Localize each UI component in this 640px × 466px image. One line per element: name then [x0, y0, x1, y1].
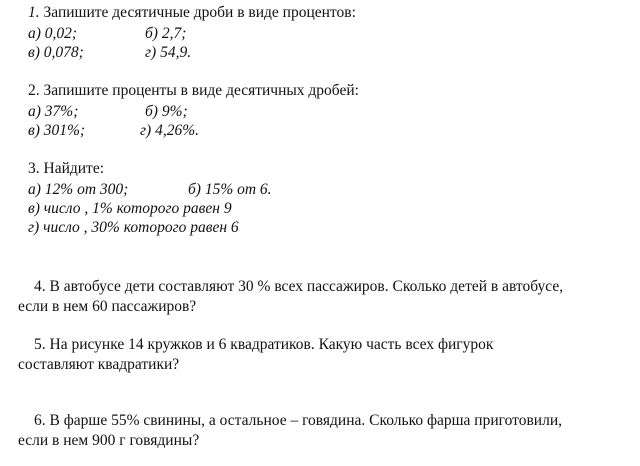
task2-title: Запишите проценты в виде десятичных дробей: [43, 82, 359, 99]
task2-item-b: б) 9%; [145, 103, 188, 120]
task1-item-v: в) 0,078; [28, 44, 84, 61]
task3-heading [28, 160, 104, 178]
task1-title: Запишите десятичные дроби в виде процентов: [43, 4, 356, 21]
task3-item-v: в) число , 1% которого равен 9 [28, 200, 232, 217]
task6-line2: если в нем 900 г говядины? [18, 432, 200, 449]
task4-line1: 4. В автобусе дети составляют 30 % всех пассажиров. Сколько детей в автобусе, [34, 278, 564, 295]
task3-item-a: а) 12% от 300; [28, 181, 129, 198]
task3-item-g: г) число , 30% которого равен 6 [28, 219, 239, 236]
task1-item-b: б) 2,7; [145, 25, 187, 42]
task2-number: 2. [28, 82, 40, 99]
task5-line1: 5. На рисунке 14 кружков и 6 квадратиков. Какую часть всех фигурок [34, 336, 494, 353]
task2-item-g: г) 4,26%. [140, 122, 199, 139]
task3-number: 3. [28, 160, 40, 177]
task1-item-g: г) 54,9. [145, 44, 192, 61]
task4-line2: если в нем 60 пассажиров? [18, 298, 197, 315]
task1-number: 1. [28, 4, 40, 21]
task2-item-a: а) 37%; [28, 103, 79, 120]
task3-title: Найдите: [43, 160, 105, 177]
task1-item-a: а) 0,02; [28, 25, 78, 42]
task5-line2: составляют квадратики? [18, 356, 180, 373]
task1-heading [28, 4, 356, 22]
task2-heading [28, 82, 359, 100]
task6-line1: 6. В фарше 55% свинины, а остальное – говядина. Сколько фарша приготовили, [34, 412, 562, 429]
task3-item-b: б) 15% от 6. [188, 181, 272, 198]
task2-item-v: в) 301%; [28, 122, 86, 139]
